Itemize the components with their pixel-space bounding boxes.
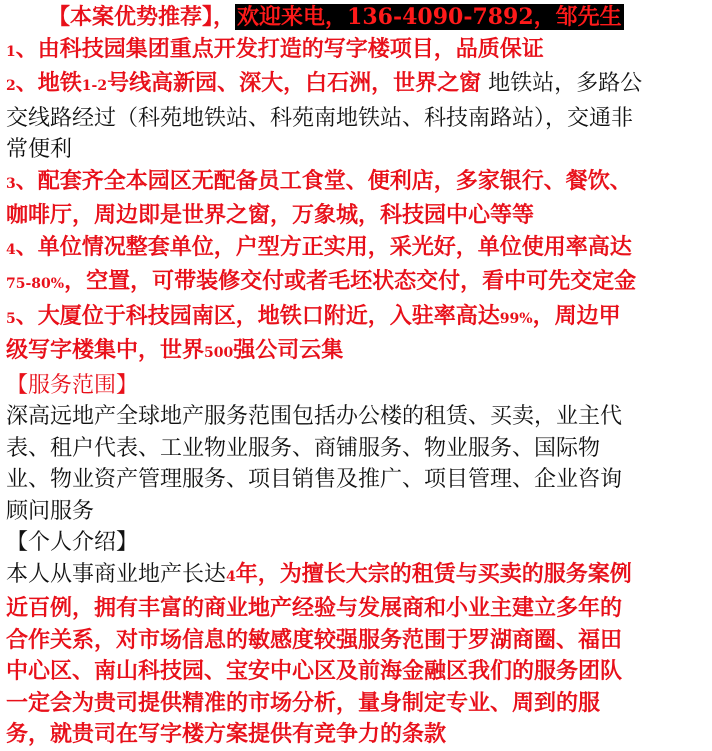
intro-line: 务，就贵司在写字楼方案提供有竞争力的条款 xyxy=(6,721,447,747)
intro-line-1 xyxy=(6,559,706,594)
occupancy-rate: 99% xyxy=(499,310,533,327)
advantage-text: 级写字楼集中，世界 xyxy=(6,337,205,363)
advantage-5-cont xyxy=(6,335,706,370)
advantage-4 xyxy=(6,232,706,267)
document xyxy=(6,2,706,751)
advantage-text: 、地铁 xyxy=(15,70,82,96)
advantage-text: ，周边甲 xyxy=(532,302,621,329)
advantage-text: 强公司云集 xyxy=(233,337,344,363)
advantage-3 xyxy=(6,166,706,201)
advantage-text: 、大厦位于科技园南区，地铁口附近，入驻率高达 xyxy=(15,302,500,329)
headline-label: 【本案优势推荐】 xyxy=(48,4,214,30)
services-line: 表、租户代表、工业物业服务、商铺服务、物业服务、国际物 xyxy=(6,435,601,461)
services-line: 顾问服务 xyxy=(6,498,95,524)
advantage-number: 5 xyxy=(6,310,16,327)
intro-text: 本人从事商业地产长达 xyxy=(6,561,227,587)
usage-rate: 75-80% xyxy=(6,276,65,292)
advantage-number: 4 xyxy=(6,241,16,258)
intro-line: 近百例，拥有丰富的商业地产经验与发展商和小业主建立多年的 xyxy=(6,595,623,621)
advantage-number: 3 xyxy=(6,175,16,192)
advantage-1 xyxy=(6,34,706,69)
advantage-text: 、配套齐全本园区无配备员工食堂、便利店，多家银行、餐饮、 xyxy=(15,167,632,194)
metro-lines: 1-2 xyxy=(81,78,108,94)
headline-separator: ， xyxy=(213,4,236,30)
advantage-2-cont: 交线路经过（科苑地铁站、科苑南地铁站、科技南路站），交通非 xyxy=(6,105,634,131)
advantage-text: 号线高新园、深大，白石洲，世界之窗 xyxy=(107,70,482,96)
advantage-text: 、由科技园集团重点开发打造的写字楼项目，品质保证 xyxy=(15,35,544,62)
services-heading: 【服务范围】 xyxy=(6,372,139,398)
advantage-number: 2 xyxy=(6,78,16,94)
intro-line: 合作关系，对市场信息的敏感度较强服务范围于罗湖商圈、福田 xyxy=(6,626,623,653)
advantage-4-cont xyxy=(6,266,706,301)
advantage-text-plain: 地铁站，多路公 xyxy=(481,71,643,96)
intro-line: 中心区、南山科技园、宝安中心区及前海金融区我们的服务团队 xyxy=(6,658,623,684)
advantage-3-cont: 咖啡厅，周边即是世界之窗，万象城，科技园中心等等 xyxy=(6,202,535,228)
intro-years: 4 xyxy=(226,568,236,585)
services-line: 深高远地产全球地产服务范围包括办公楼的租赁、买卖，业主代 xyxy=(6,404,623,429)
intro-heading: 【个人介绍】 xyxy=(6,530,139,555)
advantage-2-cont: 常便利 xyxy=(6,137,73,162)
headline xyxy=(6,2,706,34)
services-line: 业、物业资产管理服务、项目销售及推广、项目管理、企业咨询 xyxy=(6,467,623,492)
advantage-text: ，空置，可带装修交付或者毛坯状态交付，看中可先交定金 xyxy=(64,268,637,294)
contact-highlight: 欢迎来电，136-4090-7892，邹先生 xyxy=(237,4,622,30)
intro-line: 一定会为贵司提供精准的市场分析，量身制定专业、周到的服 xyxy=(6,689,601,716)
fortune-500: 500 xyxy=(204,345,234,361)
advantage-number: 1 xyxy=(6,43,16,60)
intro-text-red: 年，为擅长大宗的租赁与买卖的服务案例 xyxy=(235,560,632,587)
advantage-5 xyxy=(6,301,706,336)
advantage-2 xyxy=(6,68,706,103)
advantage-text: 、单位情况整套单位，户型方正实用，采光好，单位使用率高达 xyxy=(15,233,632,260)
